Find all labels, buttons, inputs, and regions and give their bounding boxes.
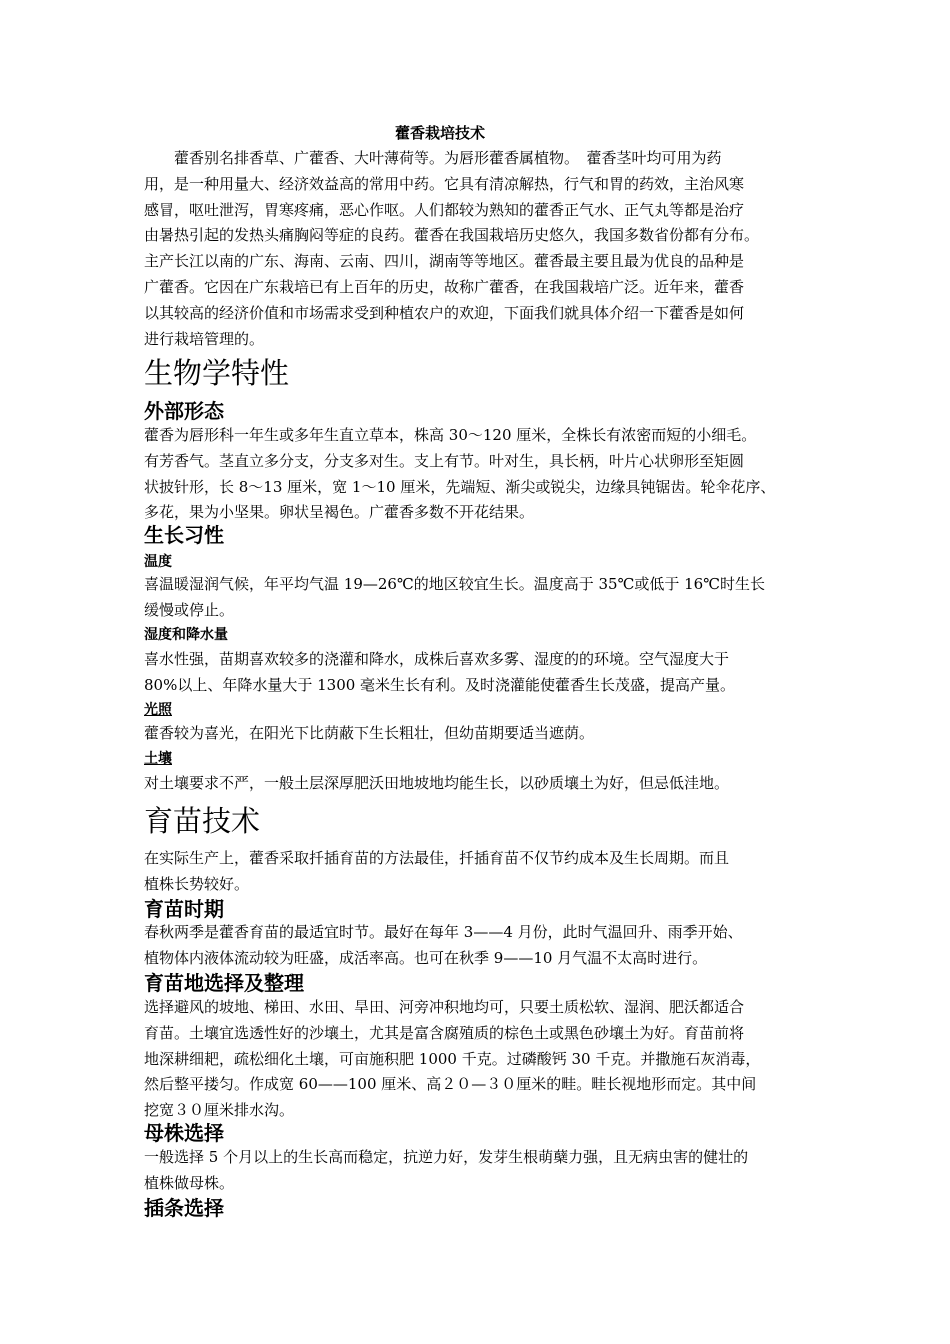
text-line: 缓慢或停止。 bbox=[144, 600, 235, 619]
text-line: 喜温暖湿润气候，年平均气温 19—26℃的地区较宜生长。温度高于 35℃或低于 16℃时生长 bbox=[144, 575, 765, 593]
text-line: 在实际生产上，藿香采取扦插育苗的方法最佳，扦插育苗不仅节约成本及生长周期。而且 bbox=[144, 849, 730, 867]
text-line: 喜水性强，苗期喜欢较多的浇灌和降水，成株后喜欢多雾、湿度的的环境。空气湿度大于 bbox=[144, 650, 730, 668]
text-line: 地深耕细耙，疏松细化土壤，可亩施积肥 1000 千克。过磷酸钙 30 千克。并撒施石灰消毒， bbox=[144, 1049, 761, 1068]
text-line: 春秋两季是藿香育苗的最适宜时节。最好在每年 3——4 月份，此时气温回升、雨季开始、 bbox=[144, 923, 743, 941]
heading-biology: 生物学特性 bbox=[144, 356, 290, 390]
light-paragraph bbox=[144, 721, 844, 747]
text-line: 用，是一种用量大、经济效益高的常用中药。它具有清凉解热，行气和胃的药效，主治风寒 bbox=[144, 174, 745, 193]
heading-mother-plant: 母株选择 bbox=[144, 1121, 224, 1145]
text-line: 主产长江以南的广东、海南、云南、四川，湖南等等地区。藿香最主要且最为优良的品种是 bbox=[144, 252, 745, 271]
heading-morphology: 外部形态 bbox=[144, 399, 224, 423]
heading-temperature: 温度 bbox=[144, 554, 172, 570]
text-line: 藿香较为喜光，在阳光下比荫蔽下生长粗壮，但幼苗期要适当遮荫。 bbox=[144, 724, 595, 742]
text-line: 植株做母株。 bbox=[144, 1173, 235, 1192]
text-line: 进行栽培管理的。 bbox=[144, 329, 265, 348]
document-title: 藿香栽培技术 bbox=[394, 124, 485, 142]
text-line: 育苗。土壤宜选透性好的沙壤土，尤其是富含腐殖质的棕色土或黑色砂壤土为好。育苗前将 bbox=[144, 1023, 745, 1042]
heading-soil: 土壤 bbox=[144, 751, 172, 767]
heading-cutting-selection: 插条选择 bbox=[144, 1196, 224, 1220]
text-line: 有芳香气。茎直立多分支，分支多对生。支上有节。叶对生，具长柄，叶片心状卵形至矩圆 bbox=[144, 451, 745, 470]
text-line: 80%以上、年降水量大于 1300 毫米生长有利。及时浇灌能使藿香生长茂盛，提高产量。 bbox=[144, 675, 736, 694]
intro-paragraph bbox=[144, 146, 844, 352]
heading-seedling: 育苗技术 bbox=[144, 804, 261, 838]
heading-seedling-period: 育苗时期 bbox=[144, 897, 224, 921]
humidity-paragraph bbox=[144, 647, 844, 699]
morphology-paragraph bbox=[144, 423, 844, 526]
seedling-paragraph bbox=[144, 846, 844, 898]
heading-growth-habit: 生长习性 bbox=[144, 523, 224, 547]
text-line: 然后整平搂匀。作成宽 60——100 厘米、高２０—３０厘米的畦。畦长视地形而定。其中间 bbox=[144, 1075, 757, 1094]
text-line: 由暑热引起的发热头痛胸闷等症的良药。藿香在我国栽培历史悠久，我国多数省份都有分布。 bbox=[144, 226, 760, 245]
text-line: 多花，果为小坚果。卵状呈褐色。广藿香多数不开花结果。 bbox=[144, 503, 535, 522]
text-line: 对土壤要求不严，一般土层深厚肥沃田地坡地均能生长，以砂质壤土为好，但忌低洼地。 bbox=[144, 774, 730, 792]
text-line: 一般选择 5 个月以上的生长高而稳定，抗逆力好，发芽生根萌蘖力强，且无病虫害的健壮的 bbox=[144, 1148, 749, 1166]
text-line: 感冒，呕吐泄泻，胃寒疼痛，恶心作呕。人们都较为熟知的藿香正气水、正气丸等都是治疗 bbox=[144, 200, 745, 219]
mother-paragraph bbox=[144, 1145, 844, 1197]
text-line: 植株长势较好。 bbox=[144, 874, 250, 893]
text-line: 植物体内液体流动较为旺盛，成活率高。也可在秋季 9——10 月气温不太高时进行。 bbox=[144, 948, 708, 967]
period-paragraph bbox=[144, 920, 844, 972]
text-line: 状披针形，长 8～13 厘米，宽 1～10 厘米，先端短、渐尖或锐尖，边缘具钝锯齿。轮伞花序、 bbox=[144, 477, 776, 496]
text-line: 挖宽３０厘米排水沟。 bbox=[144, 1101, 295, 1120]
text-line: 选择避风的坡地、梯田、水田、旱田、河旁冲积地均可，只要土质松软、湿润、肥沃都适合 bbox=[144, 998, 745, 1016]
land-paragraph bbox=[144, 995, 844, 1124]
heading-light: 光照 bbox=[144, 702, 172, 718]
heading-land-selection: 育苗地选择及整理 bbox=[144, 971, 304, 995]
text-line: 藿香别名排香草、广藿香、大叶薄荷等。为唇形藿香属植物。 藿香茎叶均可用为药 bbox=[144, 149, 722, 167]
text-line: 以其较高的经济价值和市场需求受到种植农户的欢迎，下面我们就具体介绍一下藿香是如何 bbox=[144, 303, 745, 322]
text-line: 藿香为唇形科一年生或多年生直立草本，株高 30～120 厘米，全株长有浓密而短的小细毛。 bbox=[144, 426, 757, 444]
text-line: 广藿香。它因在广东栽培已有上百年的历史，故称广藿香，在我国栽培广泛。近年来，藿香 bbox=[144, 277, 745, 296]
heading-humidity: 湿度和降水量 bbox=[144, 627, 228, 643]
soil-paragraph bbox=[144, 771, 844, 797]
temperature-paragraph bbox=[144, 572, 844, 624]
